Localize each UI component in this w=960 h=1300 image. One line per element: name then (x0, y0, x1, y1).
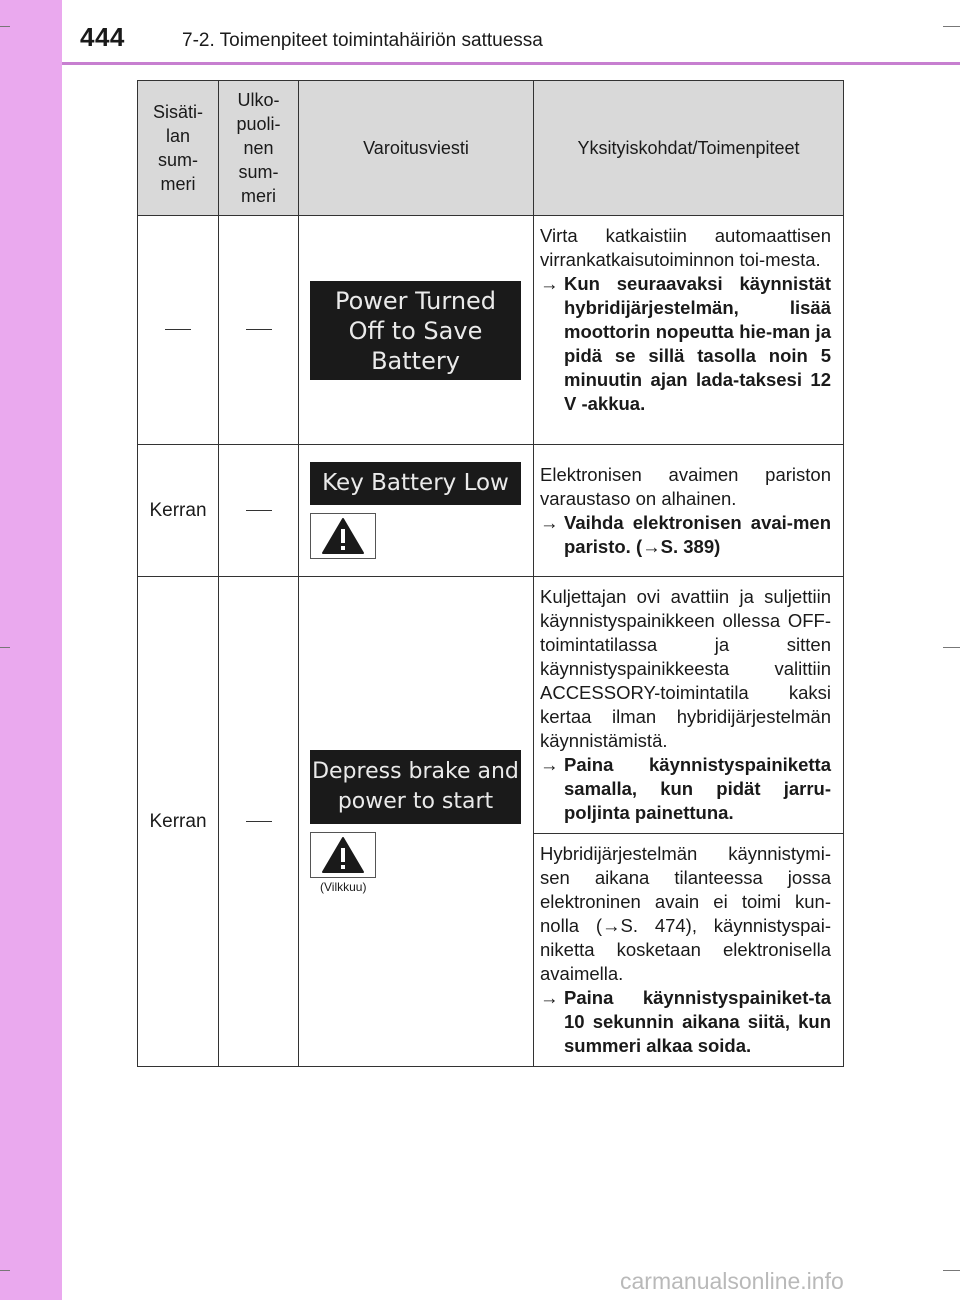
display-message: Depress brake and power to start (310, 750, 521, 824)
crop-mark (0, 1270, 10, 1271)
action-text: Vaihda elektronisen avai-men paristo. (→S. 389) (564, 512, 831, 557)
interior-buzzer-cell: Kerran (138, 445, 219, 577)
arrow-icon: → (540, 273, 559, 294)
header-rule (62, 62, 960, 65)
header-details: Yksityiskohdat/Toimenpiteet (534, 81, 844, 216)
exterior-buzzer-cell (219, 216, 299, 445)
exterior-buzzer-cell (219, 577, 299, 1067)
none-dash (246, 510, 272, 511)
display-message: Key Battery Low (310, 462, 521, 505)
crop-mark (0, 26, 10, 27)
action-text: Kun seuraavaksi käynnistät hybridijärjestelmän, lisää moottorin nopeutta hie-man ja pidä se sillä tasolla noin 5 minuutin ajan lada-taksesi 12 V -akkua. (564, 273, 831, 414)
warning-triangle-icon (321, 517, 365, 555)
blink-note: (Vilkkuu) (320, 879, 367, 894)
detail-text: Kuljettajan ovi avattiin ja suljettiin käynnistyspainikkeen ollessa OFF-toimintatilassa ja sitten käynnistyspainikkeesta valittiin ACCESSORY-toimintatila kaksi kertaa ilman hybridijärjestelmän käynnistämistä. (540, 586, 831, 751)
arrow-icon: → (540, 512, 559, 533)
action-item (540, 272, 831, 416)
action-item (540, 511, 831, 559)
message-cell (299, 216, 534, 445)
details-cell (534, 577, 844, 834)
watermark: carmanualsonline.info (620, 1268, 844, 1294)
details-cell (534, 216, 844, 445)
none-dash (246, 821, 272, 822)
exterior-buzzer-cell (219, 445, 299, 577)
arrow-icon: → (540, 987, 559, 1008)
interior-buzzer-cell (138, 216, 219, 445)
warning-triangle-icon (321, 836, 365, 874)
section-title: 7-2. Toimenpiteet toimintahäiriön sattuessa (182, 30, 543, 51)
page-number: 444 (80, 22, 125, 52)
table-row (138, 216, 844, 445)
detail-text: Elektronisen avaimen pariston varaustaso on alhainen. (540, 464, 831, 509)
table-row (138, 445, 844, 577)
action-item (540, 753, 831, 825)
display-message: Power Turned Off to Save Battery (310, 281, 521, 380)
crop-mark (943, 26, 960, 27)
action-text: Paina käynnistyspainiket-ta 10 sekunnin aikana siitä, kun summeri alkaa soida. (564, 987, 831, 1056)
header-exterior-buzzer: Ulko- puoli- nen sum- meri (219, 81, 299, 216)
interior-buzzer-cell: Kerran (138, 577, 219, 1067)
warning-message-table (137, 80, 844, 1067)
warning-light (310, 832, 376, 878)
none-dash (246, 329, 272, 330)
message-cell (299, 445, 534, 577)
arrow-icon: → (540, 754, 559, 775)
detail-text: Hybridijärjestelmän käynnistymi-sen aikana tilanteessa jossa elektroninen avain ei toimi kun-nolla (→S. 474), käynnistyspai-niketta kosketaan elektronisella avaimella. (540, 843, 831, 984)
table-row (138, 577, 844, 834)
detail-text: Virta katkaistiin automaattisen virrankatkaisutoiminnon toi-mesta. (540, 225, 831, 270)
header-interior-buzzer: Sisäti- lan sum- meri (138, 81, 219, 216)
details-cell (534, 834, 844, 1067)
action-text: Paina käynnistyspainiketta samalla, kun pidät jarru-poljinta painettuna. (564, 754, 831, 823)
header-warning-message: Varoitusviesti (299, 81, 534, 216)
details-cell (534, 445, 844, 577)
crop-mark (943, 1270, 960, 1271)
message-cell (299, 577, 534, 1067)
side-tab-bar (0, 0, 62, 1300)
warning-light (310, 513, 376, 559)
action-item (540, 986, 831, 1058)
crop-mark (943, 647, 960, 648)
crop-mark (0, 647, 10, 648)
none-dash (165, 329, 191, 330)
